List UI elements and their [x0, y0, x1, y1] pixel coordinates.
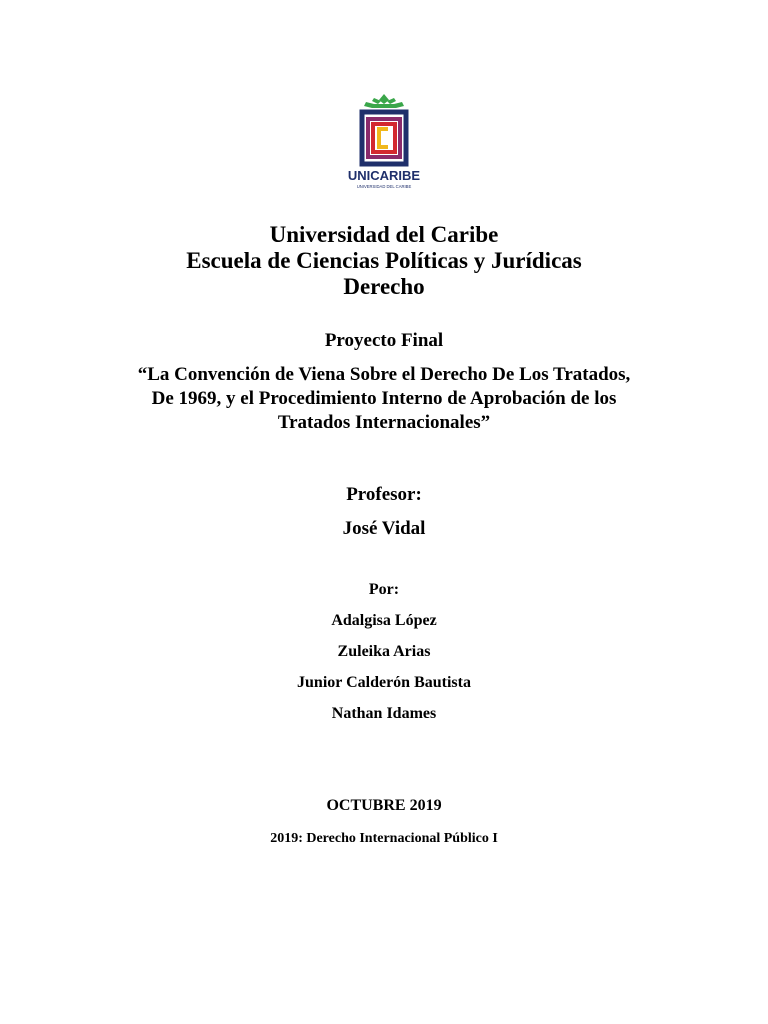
author-name: Junior Calderón Bautista	[297, 674, 471, 691]
author-name: Zuleika Arias	[337, 643, 431, 660]
author-name: Adalgisa López	[331, 612, 437, 629]
professor-label: Profesor:	[346, 484, 422, 505]
university-name: Universidad del Caribe	[269, 222, 499, 247]
author-name: Nathan Idames	[331, 705, 437, 722]
professor-name: José Vidal	[342, 518, 426, 539]
logo-wordmark: UNICARIBE	[347, 168, 421, 183]
project-title-line-2: De 1969, y el Procedimiento Interno de Aprobación de los	[151, 388, 617, 409]
unicaribe-logo	[326, 92, 442, 192]
course-line: 2019: Derecho Internacional Público I	[270, 831, 498, 846]
authors-label: Por:	[368, 581, 400, 598]
program-name: Derecho	[343, 274, 425, 299]
date: OCTUBRE 2019	[326, 797, 442, 814]
project-title-line-3: Tratados Internacionales”	[277, 412, 491, 433]
project-title-line-1: “La Convención de Viena Sobre el Derecho De Los Tratados,	[137, 364, 631, 385]
project-label: Proyecto Final	[324, 330, 444, 351]
school-name: Escuela de Ciencias Políticas y Jurídicas	[186, 248, 582, 273]
logo-subtext: UNIVERSIDAD DEL CARIBE	[356, 184, 412, 189]
